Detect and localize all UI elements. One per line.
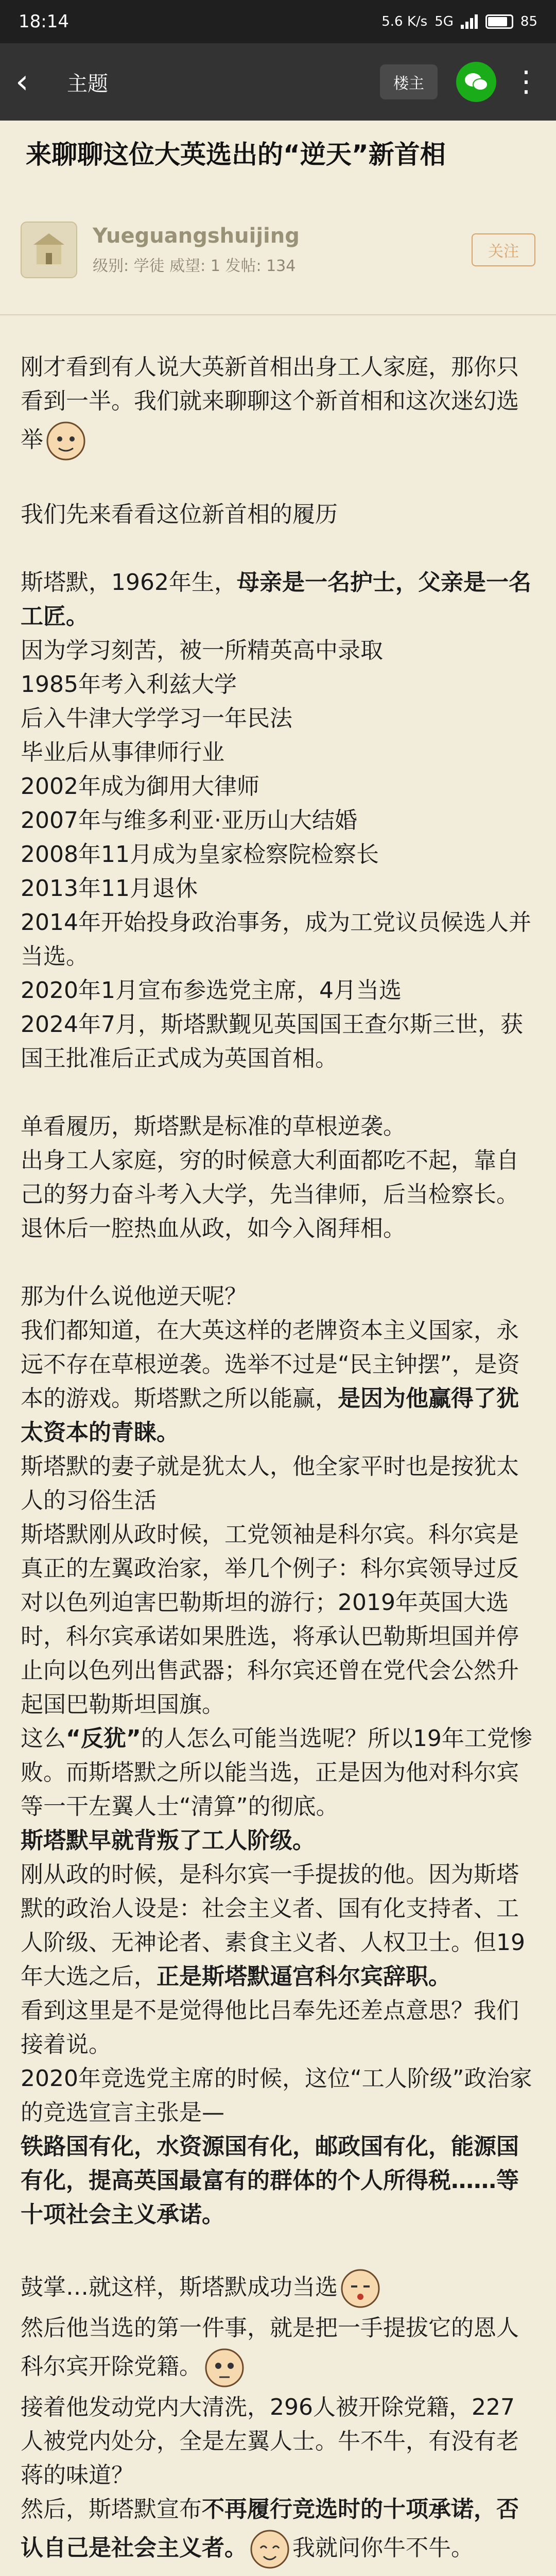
- resume-line: 2007年与维多利亚·亚历山大结婚: [21, 807, 357, 834]
- battery-icon: [485, 14, 513, 29]
- wechat-share-icon[interactable]: [456, 62, 496, 102]
- anime-sticker-icon: [247, 2527, 292, 2572]
- anime-sticker-icon: [43, 418, 89, 464]
- author-info: [93, 224, 472, 276]
- spacer: [21, 2232, 535, 2266]
- signal-icon: [461, 14, 478, 29]
- paragraph-text: 刚从政的时候，是科尔宾一手提拔的他。因为斯塔默的政治人设是：社会主义者、国有化支持者、工人阶级、无神论者、素食主义者、人权卫士。但19年大选之后，: [21, 1861, 525, 1990]
- paragraph: [21, 1722, 535, 1824]
- paragraph: 那为什么说他逆天呢？: [21, 1283, 247, 1310]
- resume-line: 2024年7月，斯塔默觐见英国国王查尔斯三世，获国王批准后正式成为英国首相。: [21, 1011, 523, 1072]
- spacer: [21, 532, 535, 566]
- author-meta: 级别: 学徒 威望: 1 发帖: 134: [93, 257, 296, 275]
- resume-line: 毕业后从事律师行业: [21, 739, 224, 766]
- author-bar: [0, 206, 556, 294]
- paragraph: 斯塔默刚从政时候，工党领袖是科尔宾。科尔宾是真正的左翼政治家，举几个例子：科尔宾领导过反对以色列迫害巴勒斯坦的游行；2019年英国大选时，科尔宾承诺如果胜选，将承认巴勒斯坦国并停止向以色列出售武器；科尔宾还曾在党代会公然升起国巴勒斯坦国旗。: [21, 1521, 519, 1718]
- back-arrow-icon[interactable]: ‹: [15, 63, 29, 101]
- anime-sticker-icon: [338, 2266, 383, 2311]
- resume-line: 2013年11月退休: [21, 875, 198, 902]
- signal-label: 5G: [435, 14, 454, 29]
- thread-title: 来聊聊这位大英选出的“逆天”新首相: [26, 140, 446, 170]
- bold-text: 正是斯塔默逼宫科尔宾辞职。: [157, 1963, 451, 1990]
- paragraph-text: 然后他当选的第一件事，就是把一手提拔它的恩人科尔宾开除党籍。: [21, 2315, 519, 2380]
- nav-bar: [0, 43, 556, 121]
- paragraph: 斯塔默的妻子就是犹太人，他全家平时也是按犹太人的习俗生活: [21, 1453, 519, 1514]
- paragraph: [21, 2572, 535, 2576]
- paragraph: 我们先来看看这位新首相的履历: [21, 501, 338, 528]
- resume-line: 2014年开始投身政治事务，成为工党议员候选人并当选。: [21, 909, 531, 970]
- resume-line: 1985年考入利兹大学: [21, 671, 237, 698]
- spacer: [21, 1246, 535, 1280]
- paragraph-text: 鼓掌…就这样，斯塔默成功当选: [21, 2274, 338, 2300]
- bold-text: 不再履行竞选时的十项承诺，否认自己是社会主义者。: [21, 2496, 519, 2561]
- anime-sticker-icon: [202, 2345, 247, 2391]
- author-name[interactable]: Yueguangshuijing: [93, 224, 300, 248]
- more-menu-icon[interactable]: ⋮: [512, 65, 541, 98]
- paragraph-text: 的人怎么可能当选呢？所以19年工党惨败。而斯塔默之所以能当选，正是因为他对科尔宾等一干左翼人士“清算”的彻底。: [21, 1725, 532, 1820]
- paragraph-text: 我就问你牛不牛。: [292, 2535, 474, 2561]
- divider: [0, 314, 556, 315]
- paragraph: [21, 2311, 535, 2391]
- resume-line: 2008年11月成为皇家检察院检察长: [21, 841, 379, 868]
- resume-line: 后入牛津大学学习一年民法: [21, 705, 292, 732]
- resume-line: 2020年1月宣布参选党主席，4月当选: [21, 977, 402, 1004]
- bold-text: “反犹”: [66, 1725, 141, 1752]
- paragraph: 出身工人家庭，穷的时候意大利面都吃不起，靠自己的努力奋斗考入大学，先当律师，后当检察长。退休后一腔热血从政，如今入阁拜相。: [21, 1147, 519, 1242]
- spacer: [21, 1076, 535, 1110]
- paragraph: [21, 1314, 535, 1450]
- paragraph-text: 然后，斯塔默宣布: [21, 2496, 202, 2522]
- resume-line: 因为学习刻苦，被一所精英高中录取: [21, 637, 383, 664]
- paragraph: 铁路国有化，水资源国有化，邮政国有化，能源国有化，提高英国最富有的群体的个人所得税……等十项社会主义承诺。: [21, 2133, 519, 2228]
- paragraph-text: 刚才看到有人说大英新首相出身工人家庭，那你只看到一半。我们就来聊聊这个新首相和这次迷幻选举: [21, 354, 519, 453]
- paragraph-text: 这么: [21, 1725, 66, 1752]
- nav-title: 主题: [67, 72, 108, 96]
- paragraph: 2020年竞选党主席的时候，这位“工人阶级”政治家的竞选宣言主张是—: [21, 2065, 532, 2126]
- paragraph: 接着他发动党内大清洗，296人被开除党籍，227人被党内处分，全是左翼人士。牛不牛，有没有老蒋的味道？: [21, 2394, 519, 2488]
- net-speed: 5.6 K/s: [381, 14, 428, 29]
- paragraph: 看到这里是不是觉得他比吕奉先还差点意思？我们接着说。: [21, 1997, 519, 2058]
- paragraph: [21, 2493, 535, 2572]
- bold-text: 是因为他赢得了犹太资本的青睐。: [21, 1385, 519, 1446]
- battery-label: 85: [520, 14, 537, 29]
- owner-only-button[interactable]: 楼主: [380, 64, 438, 99]
- battery-fill: [488, 17, 507, 26]
- bold-text: 母亲是一名护士，父亲是一名工匠。: [21, 569, 531, 630]
- paragraph: 单看履历，斯塔默是标准的草根逆袭。: [21, 1113, 406, 1140]
- follow-button[interactable]: 关注: [472, 233, 535, 266]
- spacer: [21, 464, 535, 498]
- avatar[interactable]: [21, 222, 77, 278]
- status-bar: [0, 0, 556, 43]
- paragraph: 斯塔默早就背叛了工人阶级。: [21, 1827, 315, 1854]
- paragraph-text: 斯塔默，1962年生，: [21, 569, 237, 596]
- paragraph: [21, 2266, 535, 2311]
- post-body: [21, 350, 535, 2576]
- paragraph: [21, 1858, 535, 1994]
- paragraph-text: 我们都知道，在大英这样的老牌资本主义国家，永远不存在草根逆袭。选举不过是“民主钟摆”，是资本的游戏。斯塔默之所以能赢，: [21, 1317, 520, 1412]
- paragraph: [21, 350, 535, 464]
- resume-line: 2002年成为御用大律师: [21, 773, 259, 800]
- status-indicators: [381, 14, 537, 29]
- paragraph: [21, 566, 535, 634]
- status-time: 18:14: [19, 11, 69, 32]
